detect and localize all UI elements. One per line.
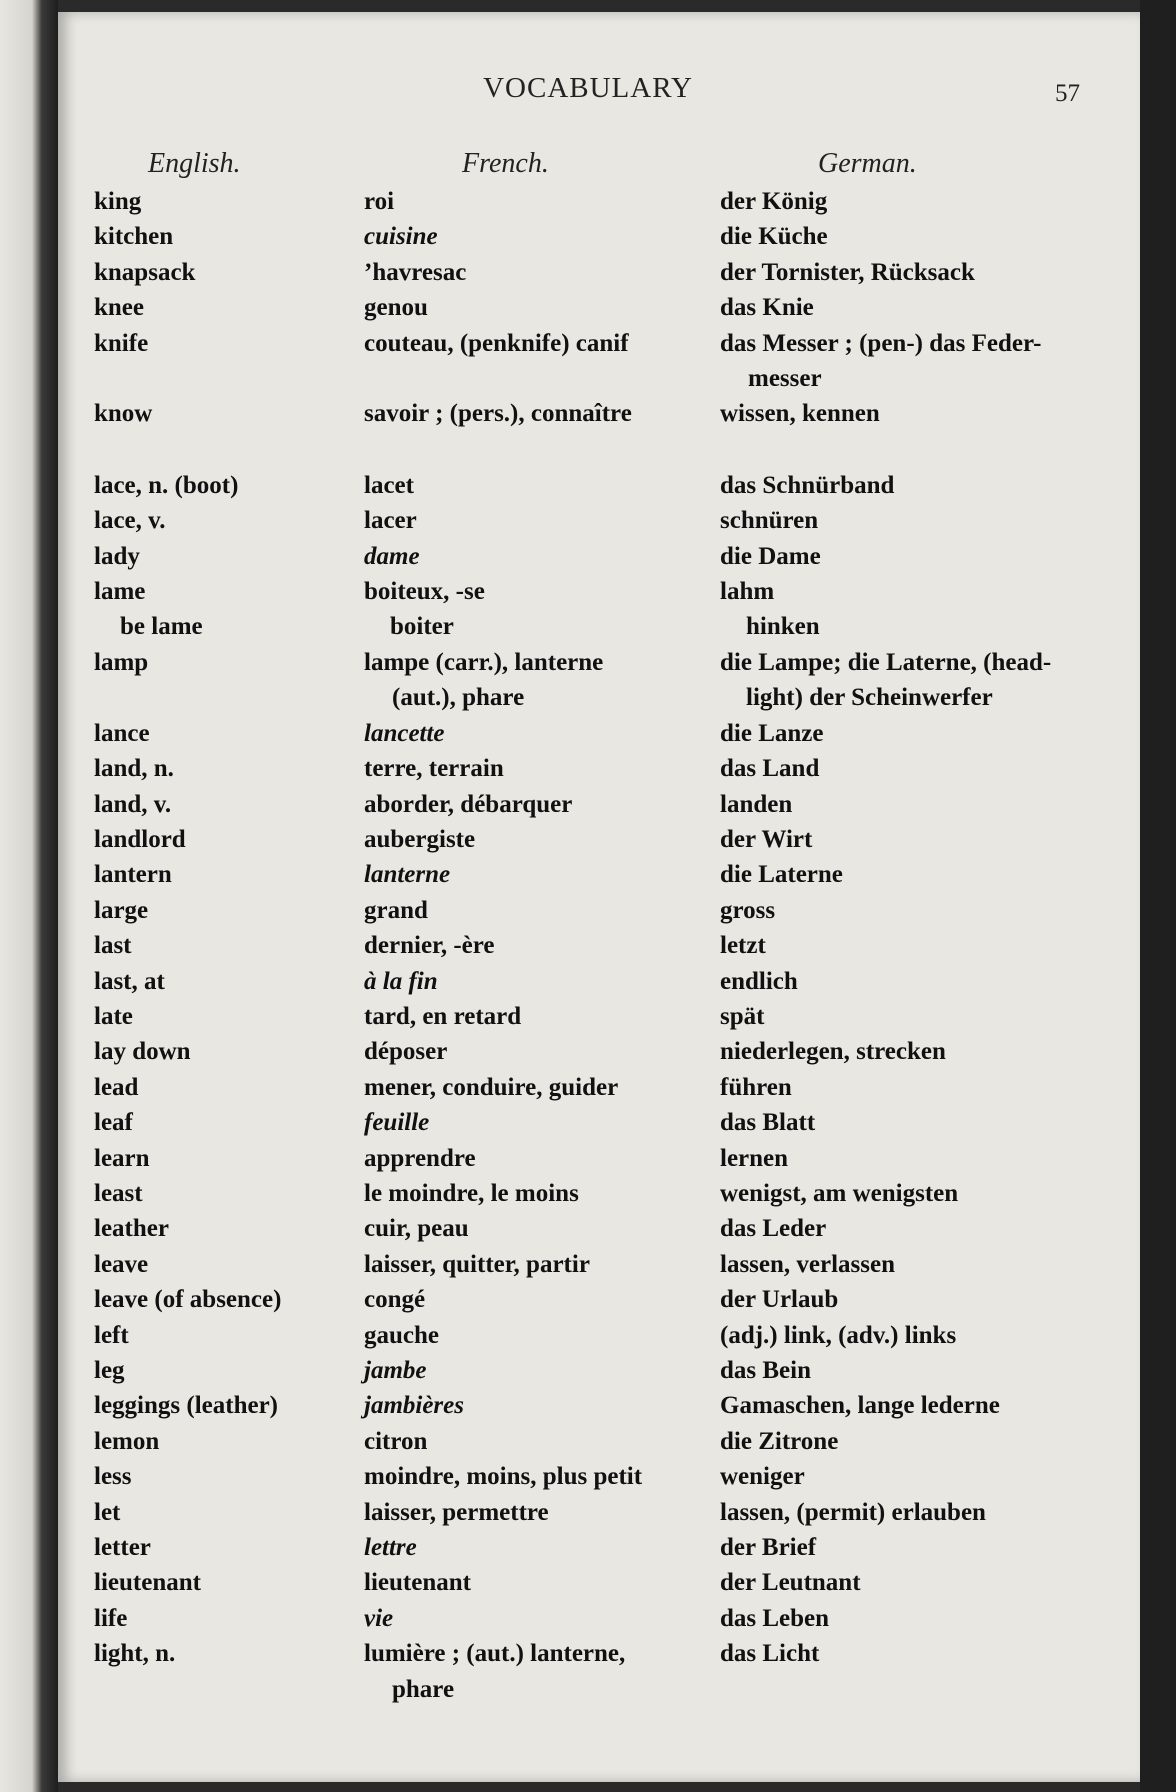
vocab-entry [92, 1495, 1097, 1530]
vocab-entry [92, 1247, 1097, 1282]
english-term: late [94, 1002, 133, 1030]
german-term: die Lanze [720, 719, 824, 747]
vocab-entry [92, 857, 1097, 892]
vocab-entry [92, 716, 1097, 751]
column-header-french: French. [462, 148, 549, 179]
german-term: letzt [720, 932, 766, 960]
vocab-entry [92, 574, 1097, 609]
vocab-entry [92, 645, 1097, 716]
french-term: cuisine [364, 223, 438, 251]
french-term: ’havresac [364, 258, 467, 286]
english-term: leg [94, 1357, 125, 1384]
german-term: das Leben [720, 1604, 830, 1632]
english-term: kitchen [94, 223, 174, 251]
vocab-entry [92, 1565, 1097, 1600]
german-term: der Urlaub [720, 1286, 839, 1314]
english-term: lieutenant [94, 1569, 201, 1597]
french-term: lumière ; (aut.) lanterne, phare [364, 1640, 626, 1703]
german-term: das Knie [720, 294, 814, 322]
english-term: last, at [94, 967, 165, 995]
german-term: der Wirt [720, 825, 813, 853]
column-header-german: German. [818, 148, 917, 179]
french-term: le moindre, le moins [364, 1179, 579, 1207]
vocab-entry [92, 1282, 1097, 1317]
english-term: letter [94, 1534, 151, 1562]
english-term: leggings (leather) [94, 1392, 278, 1420]
french-term: à la fin [364, 967, 438, 995]
vocab-entry [92, 255, 1097, 290]
german-term: lernen [720, 1144, 789, 1172]
french-term: jambe [364, 1357, 427, 1384]
french-term: lieutenant [364, 1569, 471, 1597]
french-term: savoir ; (pers.), connaître [364, 400, 632, 428]
english-term: knife [94, 329, 149, 357]
vocab-entry [92, 1318, 1097, 1353]
german-term: die Zitrone [720, 1427, 839, 1455]
german-term: landen [720, 790, 793, 818]
english-term: leave (of absence) [94, 1286, 282, 1314]
french-term: tard, en retard [364, 1002, 522, 1030]
french-term: couteau, (penknife) canif [364, 329, 629, 357]
vocab-entry [92, 609, 1097, 644]
english-term: lace, n. (boot) [94, 471, 239, 499]
english-term: learn [94, 1144, 150, 1172]
german-term: spät [720, 1002, 765, 1030]
english-term: lead [94, 1073, 139, 1101]
french-term: lacer [364, 507, 417, 535]
vocab-entry [92, 1530, 1097, 1565]
german-term: das Leder [720, 1215, 827, 1243]
german-term: das Blatt [720, 1109, 816, 1137]
english-term: knapsack [94, 258, 196, 286]
english-term: let [94, 1498, 121, 1526]
french-term: laisser, permettre [364, 1498, 549, 1526]
french-term: terre, terrain [364, 755, 504, 783]
french-term: lettre [364, 1534, 417, 1562]
french-term: laisser, quitter, partir [364, 1250, 590, 1278]
german-term: wissen, kennen [720, 400, 880, 428]
german-term: die Dame [720, 542, 821, 570]
french-term: cuir, peau [364, 1215, 469, 1243]
vocab-entry [92, 1459, 1097, 1494]
english-term: lamp [94, 648, 149, 676]
column-header-english: English. [148, 148, 241, 179]
vocab-entry [92, 468, 1097, 503]
french-term: citron [364, 1427, 428, 1455]
german-term: der König [720, 188, 828, 215]
german-term: das Licht [720, 1640, 820, 1668]
vocab-entry [92, 1601, 1097, 1636]
vocab-entry [92, 999, 1097, 1034]
french-term: lacet [364, 471, 414, 499]
french-term: lanterne [364, 861, 451, 889]
vocab-entry [92, 396, 1097, 431]
english-term: know [94, 400, 153, 428]
english-term: landlord [94, 825, 186, 853]
french-term: congé [364, 1286, 426, 1314]
vocab-entry [92, 1034, 1097, 1069]
german-term: das Messer ; (pen-) das Feder- messer [720, 329, 1042, 393]
english-term: land, n. [94, 755, 174, 783]
french-term: jambières [364, 1392, 464, 1420]
english-term: lace, v. [94, 507, 166, 535]
english-term: life [94, 1604, 128, 1632]
english-term: be lame [120, 613, 203, 641]
german-term: gross [720, 896, 776, 924]
english-term: king [94, 188, 142, 215]
french-term: aborder, débarquer [364, 790, 573, 818]
english-term: lay down [94, 1038, 191, 1066]
english-term: last [94, 932, 132, 960]
german-term: der Tornister, Rücksack [720, 258, 975, 286]
french-term: lancette [364, 719, 445, 747]
vocab-entry [92, 1424, 1097, 1459]
german-term: der Brief [720, 1534, 817, 1562]
french-term: genou [364, 294, 428, 322]
vocab-entry [92, 1105, 1097, 1140]
english-term: land, v. [94, 790, 172, 818]
english-term: knee [94, 294, 144, 322]
page-number: 57 [1055, 80, 1080, 107]
vocab-entry [92, 1176, 1097, 1211]
german-term: lahm [720, 578, 775, 606]
vocab-entry [92, 539, 1097, 574]
german-term: die Laterne [720, 861, 843, 889]
german-term: schnüren [720, 507, 819, 535]
german-term: das Schnürband [720, 471, 895, 499]
german-term: das Land [720, 755, 820, 783]
page-title: VOCABULARY [483, 72, 693, 104]
vocab-entry [92, 822, 1097, 857]
english-term: leather [94, 1215, 169, 1243]
vocab-entry [92, 787, 1097, 822]
german-term: wenigst, am wenigsten [720, 1179, 959, 1207]
french-term: déposer [364, 1038, 448, 1066]
german-term: endlich [720, 967, 798, 995]
english-term: light, n. [94, 1640, 176, 1668]
french-term: dernier, -ère [364, 932, 495, 960]
english-term: left [94, 1321, 129, 1349]
german-term: führen [720, 1073, 792, 1101]
german-term: Gamaschen, lange lederne [720, 1392, 1000, 1420]
german-term: niederlegen, strecken [720, 1038, 946, 1066]
french-term: vie [364, 1604, 394, 1632]
vocab-entry [92, 1353, 1097, 1388]
vocab-entry [92, 326, 1097, 397]
french-term: grand [364, 896, 428, 924]
french-term: aubergiste [364, 825, 476, 853]
french-term: lampe (carr.), lanterne (aut.), phare [364, 648, 604, 712]
english-term: lemon [94, 1427, 160, 1455]
german-term: das Bein [720, 1357, 812, 1384]
vocab-entry [92, 964, 1097, 999]
english-term: large [94, 896, 149, 924]
vocab-entry [92, 1211, 1097, 1246]
french-term: apprendre [364, 1144, 476, 1172]
french-term: boiteux, -se [364, 578, 485, 606]
french-term: moindre, moins, plus petit [364, 1463, 643, 1491]
german-term: lassen, verlassen [720, 1250, 895, 1278]
vocab-entry [92, 184, 1097, 219]
english-term: lame [94, 578, 146, 606]
vocab-entry [92, 1636, 1097, 1707]
vocab-entry [92, 1070, 1097, 1105]
french-term: mener, conduire, guider [364, 1073, 619, 1101]
english-term: least [94, 1179, 143, 1207]
vocab-entry [92, 751, 1097, 786]
french-term: boiter [390, 613, 454, 641]
book-binding [0, 0, 58, 1792]
vocab-entry [92, 219, 1097, 254]
german-term: lassen, (permit) erlauben [720, 1498, 986, 1526]
french-term: feuille [364, 1109, 430, 1137]
page-edge [1140, 0, 1176, 1792]
vocab-entry [92, 1388, 1097, 1423]
german-term: (adj.) link, (adv.) links [720, 1321, 957, 1349]
german-term: weniger [720, 1463, 805, 1491]
english-term: less [94, 1463, 132, 1491]
vocab-entry [92, 893, 1097, 928]
german-term: die Küche [720, 223, 828, 251]
german-term: hinken [746, 613, 820, 641]
french-term: dame [364, 542, 420, 570]
german-term: der Leutnant [720, 1569, 861, 1597]
english-term: leave [94, 1250, 149, 1278]
german-term: die Lampe; die Laterne, (head- light) der Scheinwerfer [720, 648, 1052, 712]
vocabulary-list [92, 184, 1097, 1707]
french-term: gauche [364, 1321, 439, 1349]
english-term: lance [94, 719, 150, 747]
vocab-entry [92, 1141, 1097, 1176]
vocab-entry [92, 503, 1097, 538]
vocab-entry [92, 290, 1097, 325]
vocab-entry [92, 928, 1097, 963]
french-term: roi [364, 188, 395, 215]
english-term: leaf [94, 1109, 133, 1137]
english-term: lantern [94, 861, 172, 889]
english-term: lady [94, 542, 140, 570]
